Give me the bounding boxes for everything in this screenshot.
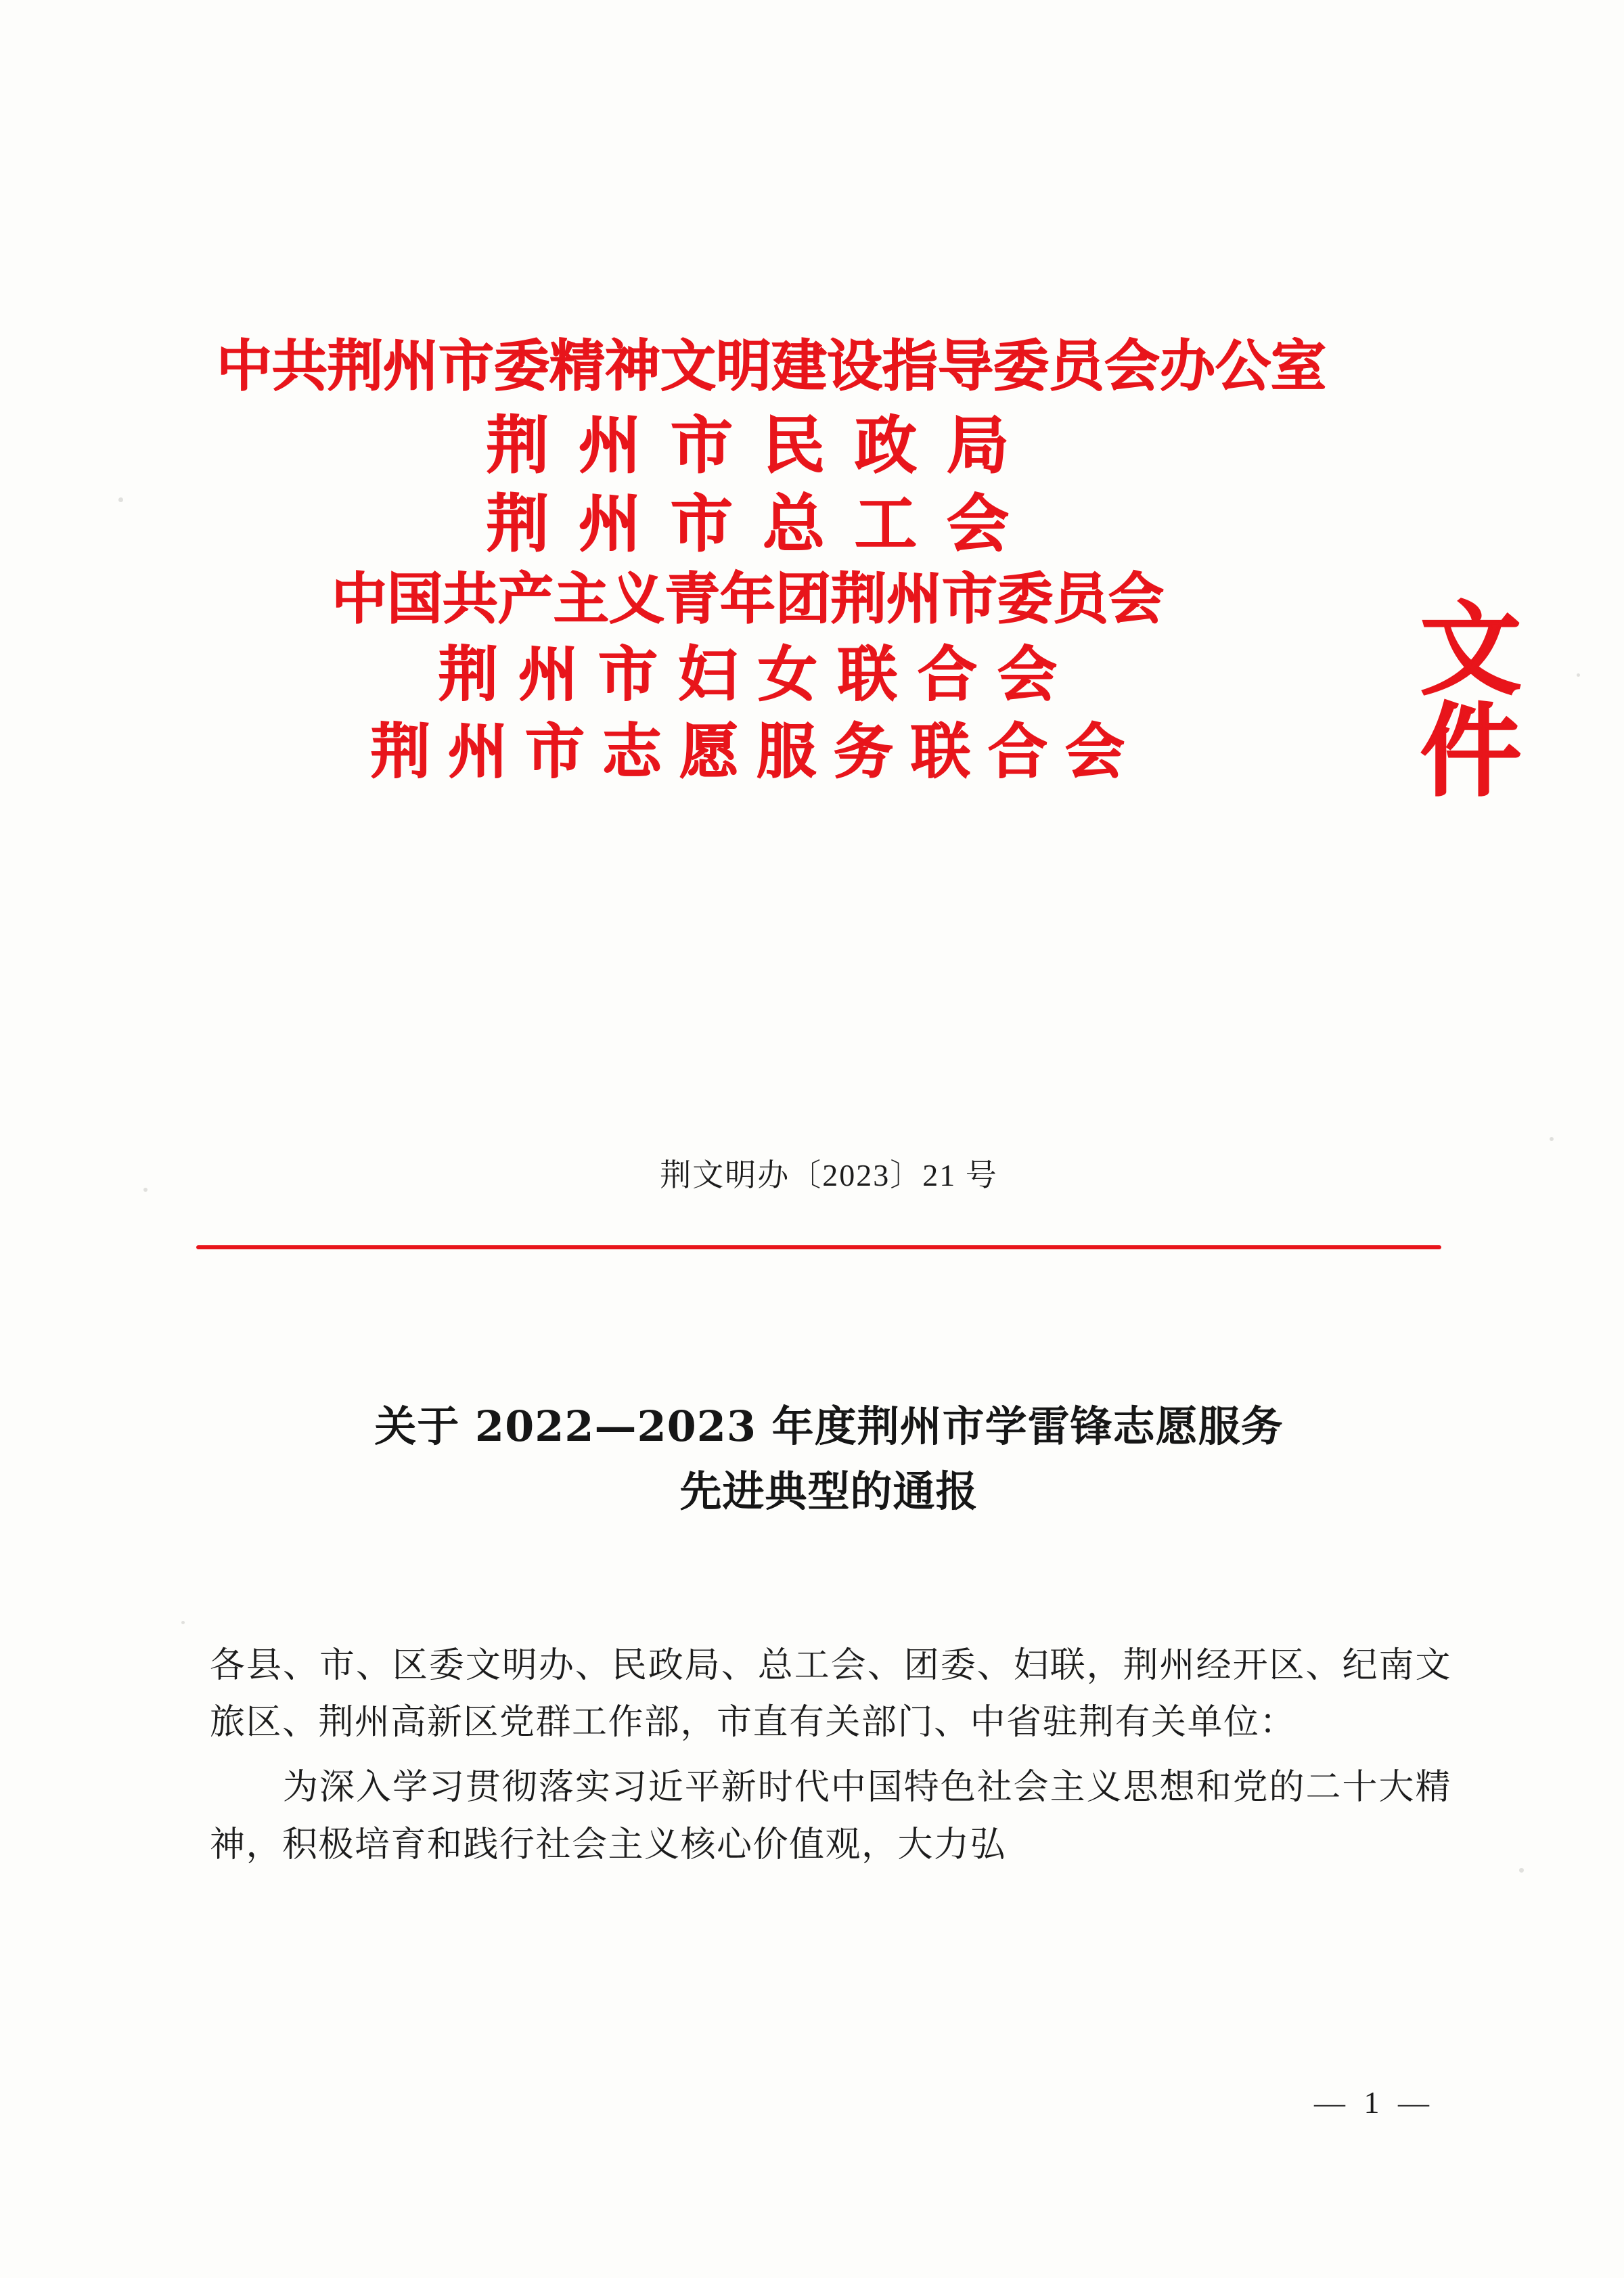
masthead [217,334,1327,786]
masthead-line-2: 荆州市民政局 [486,409,1039,482]
document-title [257,1394,1401,1524]
red-separator-rule [196,1245,1441,1249]
scan-speckle [1550,1137,1554,1141]
document-content-area [196,0,1522,2278]
scan-speckle [181,1621,185,1624]
masthead-line-5: 荆州市妇女联合会 [438,639,1077,709]
masthead-line-4: 中国共产主义青年团荆州市委员会 [331,566,1164,631]
scan-speckle [118,497,123,502]
document-title-line-2: 先进典型的通报 [679,1467,978,1517]
scan-speckle [143,1188,148,1192]
body-paragraph-1: 为深入学习贯彻落实习近平新时代中国特色社会主义思想和党的二十大精神，积极培育和践行社会主义核心价值观，大力弘 [210,1768,1451,1864]
scan-speckle [1577,673,1580,677]
body-paragraph-addressees: 各县、市、区委文明办、民政局、总工会、团委、妇联，荆州经开区、纪南文旅区、荆州高新区党群工作部，市直有关部门、中省驻荆有关单位： [210,1647,1451,1743]
document-number: 荆文明办〔2023〕21 号 [660,1158,998,1192]
masthead-line-1: 中共荆州市委精神文明建设指导委员会办公室 [217,334,1327,399]
document-body [210,1638,1451,1882]
masthead-line-3: 荆州市总工会 [486,487,1039,560]
scan-speckle [1519,1868,1524,1873]
document-title-line-1: 关于 2022—2023 年度荆州市学雷锋志愿服务 [374,1402,1284,1451]
masthead-line-6: 荆州市志愿服务联合会 [370,716,1142,786]
page-number: — 1 — [1314,2085,1435,2120]
masthead-document-word: 文件 [1402,596,1522,799]
